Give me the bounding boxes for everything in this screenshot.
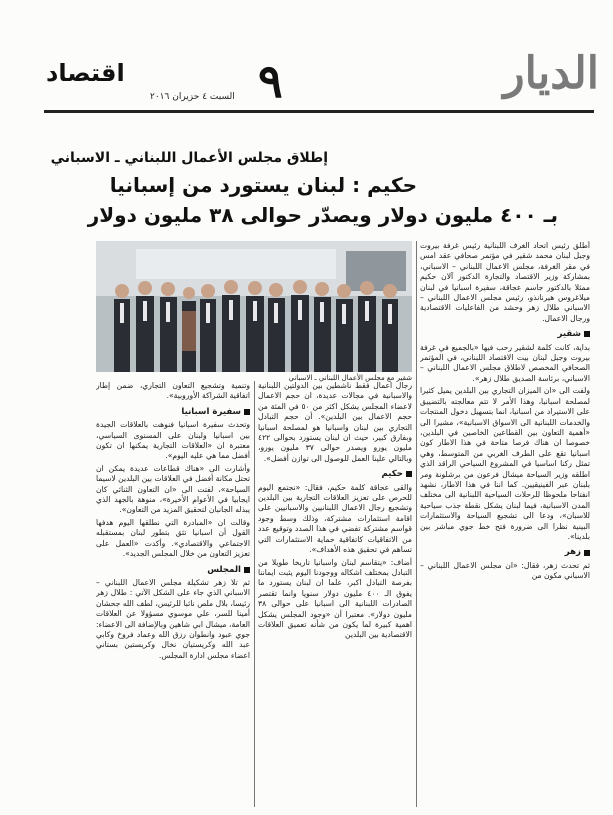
subhead-shuqair xyxy=(420,329,590,339)
article-column-left xyxy=(96,381,250,807)
masthead xyxy=(0,0,613,110)
issue-date: السبت ٤ حزيران ٢٠١٦ xyxy=(150,92,235,102)
paragraph: بداية، كانت كلمة لشقير رحب فيها «بالجميع في غرفة بيروت وجبل لبنان بيت الاقتصاد اللبناني، في المؤتمر الصحافي المخصص لاطلاق مجلس الاعمال اللبناني – الاسباني، برئاسة الصديق طلال زهر». xyxy=(420,342,590,383)
page-number: ٩ xyxy=(258,54,283,108)
group-photo xyxy=(96,241,412,372)
newspaper-logo: الديار xyxy=(503,48,599,99)
masthead-rule xyxy=(44,110,594,113)
square-bullet-icon xyxy=(584,331,590,337)
column-divider xyxy=(416,241,417,807)
subhead-council xyxy=(96,565,250,575)
paragraph: ولفت الى «ان الميزان التجاري بين البلدين يميل كثيرا لمصلحة اسبانيا، وهذا الأمر لا تتم معالجته بالتضييق على الاستيراد من اسبانيا، انما بتسهيل دخول المنتجات والخدمات اللبنانية الى الاسواق الاسبانية»، مشيرا الى «أهمية التعاون بين القطاعين الخاصين في البلدين، خصوصا ان هناك فرصا متاحة في هذا الاطار كون اسبانيا تقع على الطرف الغربي من المتوسط، وهي تمثل ركنا اساسيا في المشروع السياحي الراقد الذي اطلقه وزير السياحة ميشال فرعون من برشلونة ومر بلبنان عبر الفينيقيين. كما اننا في هذا الاطار، نشهد انفتاحا ملحوظا للرحلات السياحية اللبنانية الى مختلف المدن الاسبانية، فيما لبنان يشكل نقطة جذب سياحية للاسبان»، ودعا الى تشجيع السياحة والاستثمارات البينية نظرا الى ضرورة فتح خط جوي مباشر بين بلدينا». xyxy=(420,386,590,541)
subhead-zahr xyxy=(420,547,590,557)
headline-sub: بـ ٤٠٠ مليون دولار ويصدّر حوالى ٣٨ مليون دولار xyxy=(87,203,558,227)
paragraph: وتنمية وتشجيع التعاون التجاري، ضمن إطار اتفاقية الشراكة الأوروبية». xyxy=(96,381,250,401)
headline-main: حكيم : لبنان يستورد من إسبانيا xyxy=(109,173,417,197)
paragraph: ثم تلا زهر تشكيلة مجلس الاعمال اللبناني – الاسباني الذي جاء على الشكل الآتي : طلال زهر رئيسا، بلال ملص نائبا للرئيس، لطف الله جحشان أمينا للسر، علي موسوي مسؤولا عن العلاقات العامة، ميشال ابي شاهين وبالإضافة الى الاعضاء: جوي عبود وانطوان رزق الله وعماد فروخ وكابي عبد الله وكريستيان نخال وكريستين بستاني اعضاء مجلس ادارة المجلس. xyxy=(96,577,250,660)
paragraph: وأشارت الى «هناك قطاعات عديدة يمكن ان تحتل مكانة أفضل في العلاقات بين البلدين لاسيما السياحة»، لفتت الى «ان التعاون الثنائي كان ايجابيا في الأعوام الأخيرة»، منوهة بالجهد الذي يبذله الجانبان لتحقيق المزيد من التعاون». xyxy=(96,463,250,515)
subhead-label: المجلس xyxy=(207,564,241,575)
paragraph: وقالت ان «المبادرة التي نطلقها اليوم هدفها القول أن اسبانيا تثق بتطور لبنان بمستقبله الاجتماعي والاقتصادي». وأكدت «العمل على تعزيز التعاون من خلال المجلس الجديد». xyxy=(96,517,250,559)
paragraph: ثم تحدث زهر، فقال: «ان مجلس الاعمال اللبناني – الاسباني مكون من xyxy=(420,560,590,581)
paragraph: رجال اعمال فقط ناشطين بين الدولتين اللبنانية والاسبانية في مجالات عديدة، ان حجم الاعمال لاعضاء المجلس يشكل اكثر من ٥٠ في المئة من حجم الاعمال بين البلدين». أن حجم التبادل التجاري بين لبنان واسبانيا هو لمصلحة اسبانيا وبفارق كبير، حيث ان لبنان يستورد بحوالى ٤٢٢ مليون يورو ويصدر حوالى ٣٧ مليون يورو، وبالتالي علينا العمل للوصول الى توازن أفضل». xyxy=(258,381,412,463)
headline-kicker: إطلاق مجلس الأعمال اللبناني ـ الاسباني xyxy=(50,150,328,166)
subhead-label: سفيرة اسبانيا xyxy=(181,406,241,417)
square-bullet-icon xyxy=(244,567,250,573)
paragraph: أضاف: «يتقاسم لبنان واسبانيا تاريخا طويلا من التبادل بمختلف اشكاله ووجودنا اليوم يثبت ايماننا بفرصة التبادل اكبر، علما ان لبنان يستورد ما يفوق الـ ٤٠٠ مليون دولار سنويا وانما تقتصر الصادرات اللبنانية الى اسبانيا على حوالى ٣٨ مليون دولار». معتبرا أن «وجود المجلس يشكل اهمية كبيرة لما يكون من شأنه تعميق العلاقات الاقتصادية بين البلدين xyxy=(258,557,412,640)
group-photo-illustration xyxy=(96,241,412,372)
paragraph: وتحدث سفيرة اسبانيا فنوهت بالعلاقات الجيدة بين اسبانيا ولبنان على المستوى السياسي، معتبرة ان «العلاقات التجارية يمكنها ان تكون أفضل مما هي عليه اليوم». xyxy=(96,420,250,461)
subhead-label: زهر xyxy=(564,547,581,558)
subhead-label: شقير xyxy=(557,329,581,340)
article-column-middle xyxy=(258,381,412,807)
photo-caption: شقير مع مجلس الأعمال اللبناني ـ الاسباني xyxy=(288,374,412,382)
paragraph: والقى عجاقة كلمة حكيم، فقال: «نجتمع اليوم للحرص على تعزيز العلاقات التجارية بين البلدين وتشجيع رجال الاعمال اللبنانيين والاسبانيين على اقامة استثمارات مشتركة، وذلك وسط وجود قواسم مشتركة تفضي في هذا الصدد وتوقيع عدد من الاتفاقيات كاتفاقية حماية الاستثمارات التي تساهم في تحقيق هذه الأهداف». xyxy=(258,482,412,555)
subhead-ambassador xyxy=(96,407,250,417)
column-divider xyxy=(254,381,255,807)
section-title: اقتصاد xyxy=(46,59,125,87)
article-intro: أطلق رئيس اتحاد الغرف اللبنانية رئيس غرفة بيروت وجبل لبنان محمد شقير في مؤتمر صحافي عقد امس في مقر الغرفة، مجلس الاعمال اللبناني – الاسباني، بمشاركة وزير الاقتصاد والتجارة الدكتور آلان حكيم ممثلا بالدكتور جاسم عجاقة، سفيرة اسبانيا في لبنان ميلاغروس هيرنانذو، رئيس مجلس الاعمال اللبناني – الاسباني طلال زهر وحشد من الفاعليات الاقتصادية ورجال الاعمال. xyxy=(420,241,590,323)
square-bullet-icon xyxy=(584,550,590,556)
square-bullet-icon xyxy=(406,471,412,477)
subhead-hakim xyxy=(258,469,412,479)
square-bullet-icon xyxy=(244,409,250,415)
article-column-right xyxy=(420,241,590,807)
subhead-label: حكيم xyxy=(381,469,403,480)
